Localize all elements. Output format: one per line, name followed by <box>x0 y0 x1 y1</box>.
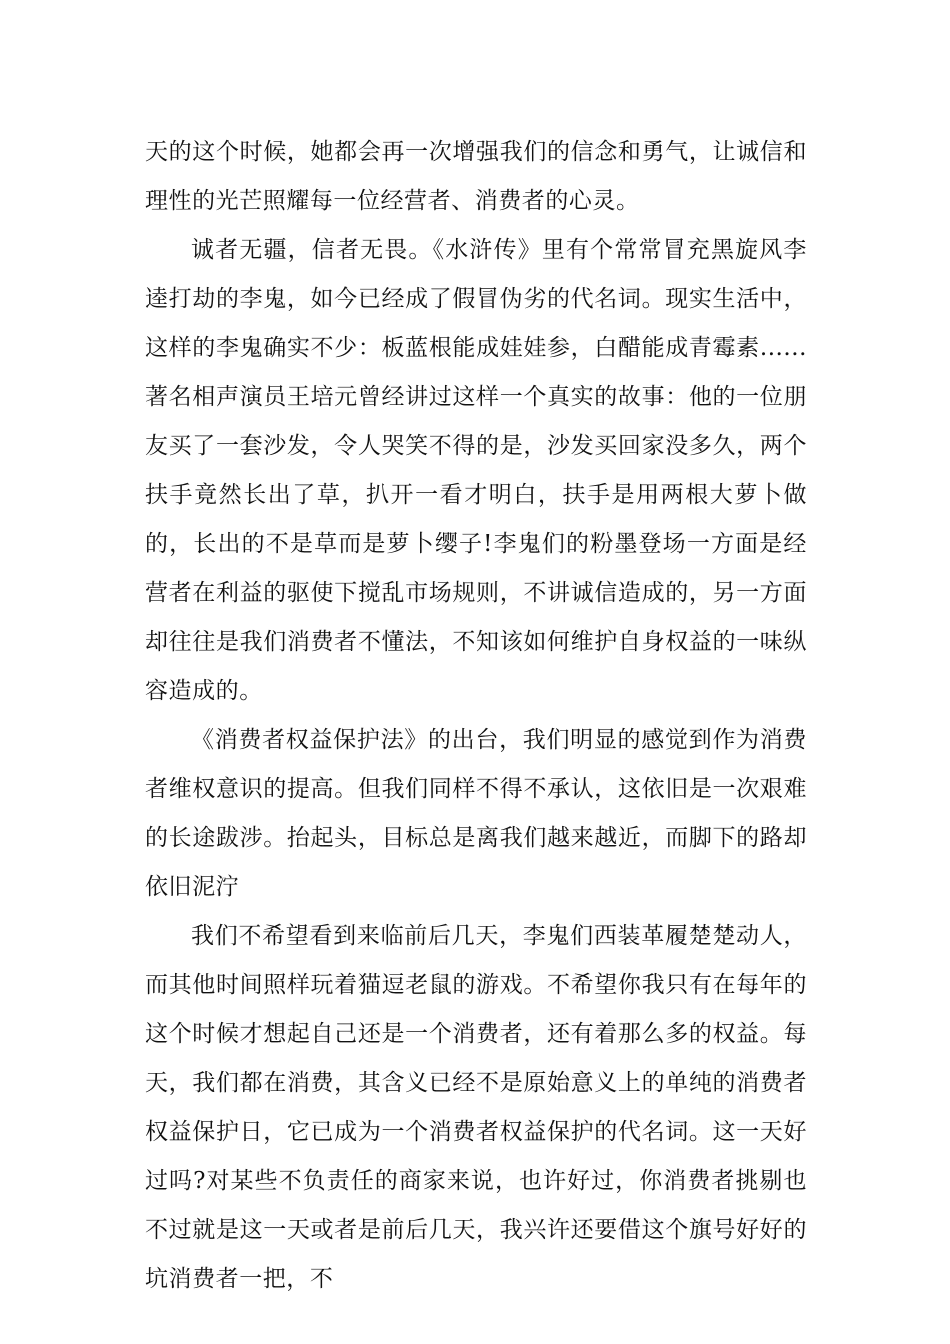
paragraph-3: 《消费者权益保护法》的出台，我们明显的感觉到作为消费者维权意识的提高。但我们同样不得不承认，这依旧是一次艰难的长途跋涉。抬起头，目标总是离我们越来越近，而脚下的路却依旧泥泞 <box>145 727 807 900</box>
paragraph-2: 诚者无疆，信者无畏。《水浒传》里有个常常冒充黑旋风李逵打劫的李鬼，如今已经成了假冒伪劣的代名词。现实生活中，这样的李鬼确实不少：板蓝根能成娃娃参，白醋能成青霉素......著名相声演员王培元曾经讲过这样一个真实的故事：他的一位朋友买了一套沙发，令人哭笑不得的是，沙发买回家没多久，两个扶手竟然长出了草，扒开一看才明白，扶手是用两根大萝卜做的，长出的不是草而是萝卜缨子!李鬼们的粉墨登场一方面是经营者在利益的驱使下搅乱市场规则，不讲诚信造成的，另一方面却往往是我们消费者不懂法，不知该如何维护自身权益的一味纵容造成的。 <box>145 237 807 704</box>
document-body <box>145 128 807 1304</box>
paragraph-1: 天的这个时候，她都会再一次增强我们的信念和勇气，让诚信和理性的光芒照耀每一位经营者、消费者的心灵。 <box>145 139 807 214</box>
paragraph-4: 我们不希望看到来临前后几天，李鬼们西装革履楚楚动人，而其他时间照样玩着猫逗老鼠的游戏。不希望你我只有在每年的这个时候才想起自己还是一个消费者，还有着那么多的权益。每天，我们都在消费，其含义已经不是原始意义上的单纯的消费者权益保护日，它已成为一个消费者权益保护的代名词。这一天好过吗?对某些不负责任的商家来说，也许好过，你消费者挑剔也不过就是这一天或者是前后几天，我兴许还要借这个旗号好好的坑消费者一把，不 <box>145 923 807 1292</box>
